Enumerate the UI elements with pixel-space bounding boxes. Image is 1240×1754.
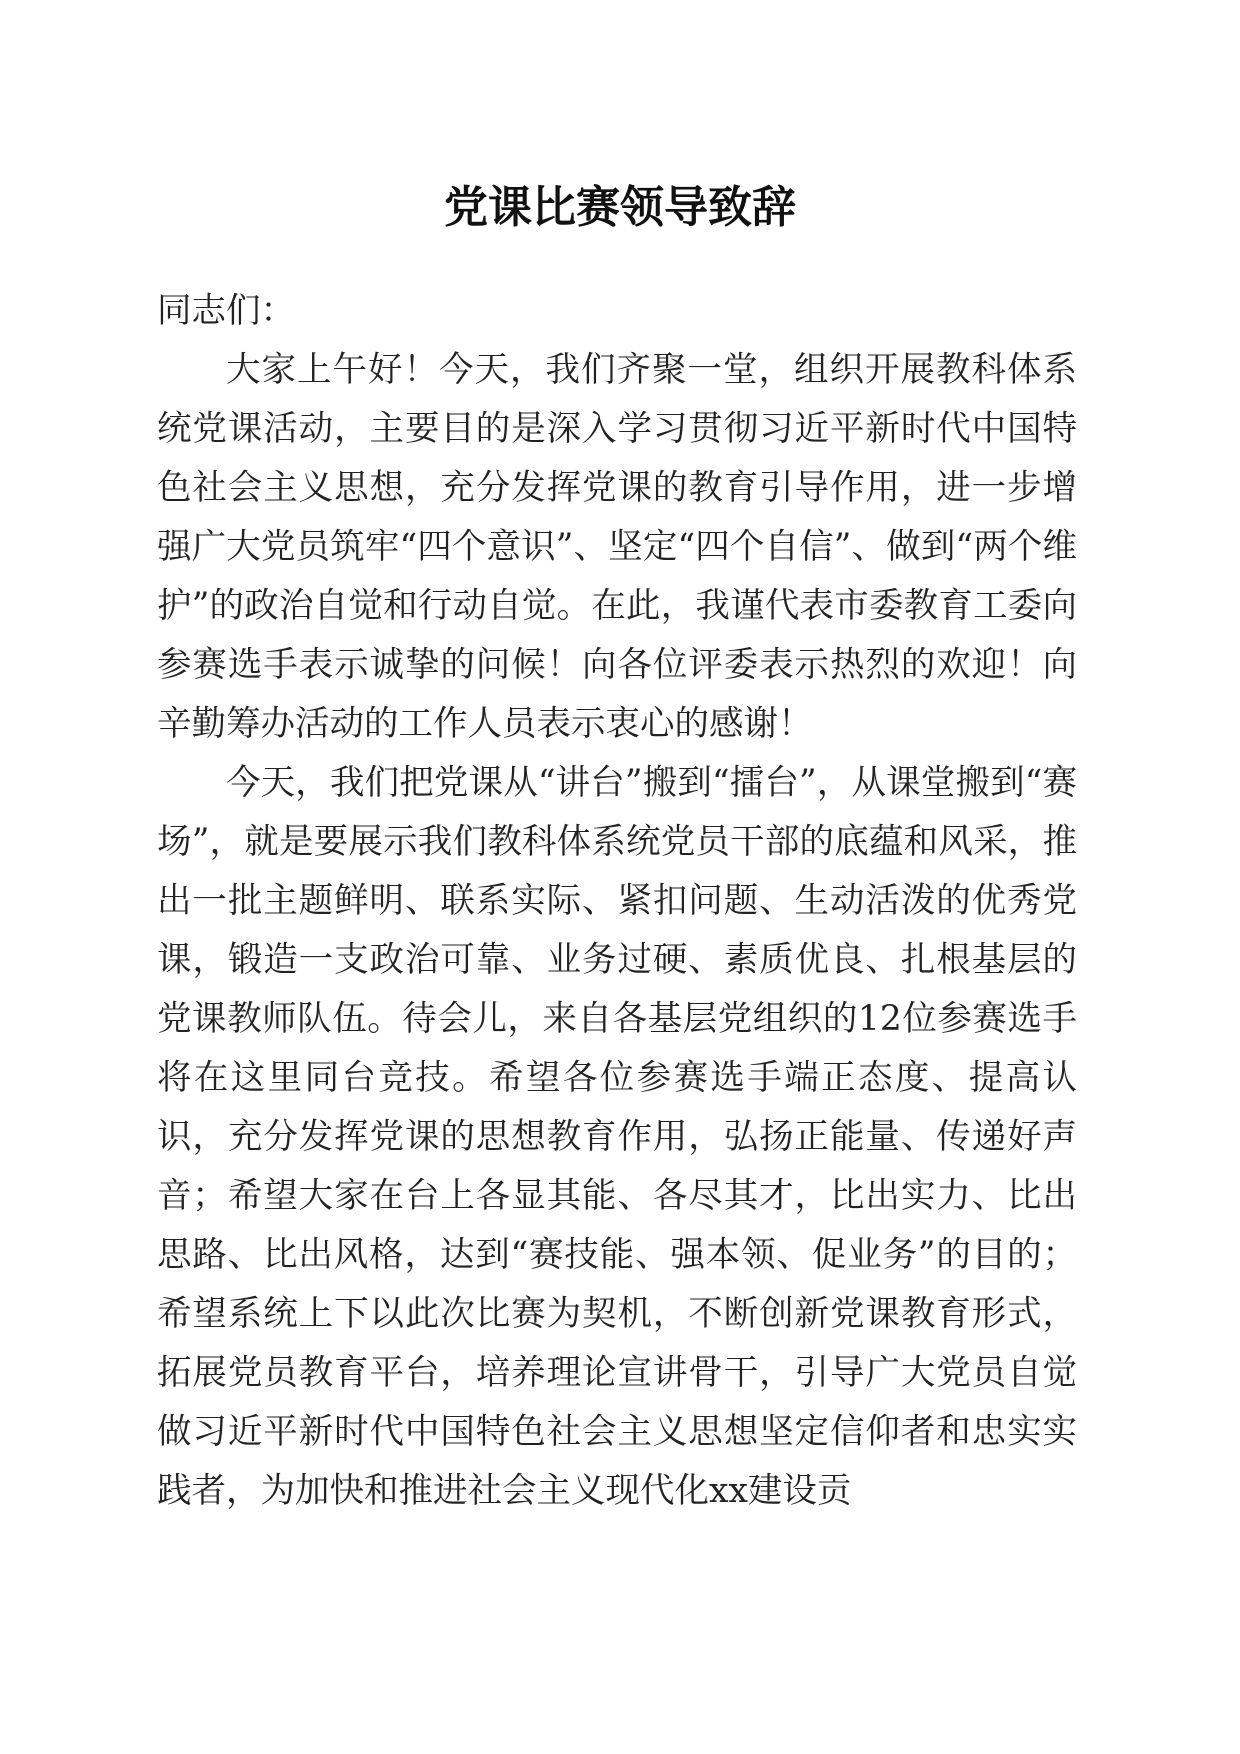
paragraph-competition: 今天，我们把党课从“讲台”搬到“擂台”，从课堂搬到“赛场”，就是要展示我们教科体系统党员干部的底蕴和风采，推出一批主题鲜明、联系实际、紧扣问题、生动活泼的优秀党课，锻造一支政治可靠、业务过硬、素质优良、扎根基层的党课教师队伍。待会儿，来自各基层党组织的12位参赛选手将在这里同台竞技。希望各位参赛选手端正态度、提高认识，充分发挥党课的思想教育作用，弘扬正能量、传递好声音；希望大家在台上各显其能、各尽其才，比出实力、比出思路、比出风格，达到“赛技能、强本领、促业务”的目的；希望系统上下以此次比赛为契机，不断创新党课教育形式，拓展党员教育平台，培养理论宣讲骨干，引导广大党员自觉做习近平新时代中国特色社会主义思想坚定信仰者和忠实实践者，为加快和推进社会主义现代化xx建设贡: [157, 763, 1077, 1511]
document-body: [157, 282, 1077, 1521]
document-title: 党课比赛领导致辞: [444, 182, 796, 233]
paragraph-greeting: 大家上午好！今天，我们齐聚一堂，组织开展教科体系统党课活动，主要目的是深入学习贯彻习近平新时代中国特色社会主义思想，充分发挥党课的教育引导作用，进一步增强广大党员筑牢“四个意识”、坚定“四个自信”、做到“两个维护”的政治自觉和行动自觉。在此，我谨代表市委教育工委向参赛选手表示诚挚的问候！向各位评委表示热烈的欢迎！向辛勤筹办活动的工作人员表示衷心的感谢！: [157, 350, 1077, 744]
salutation: 同志们：: [157, 291, 295, 331]
